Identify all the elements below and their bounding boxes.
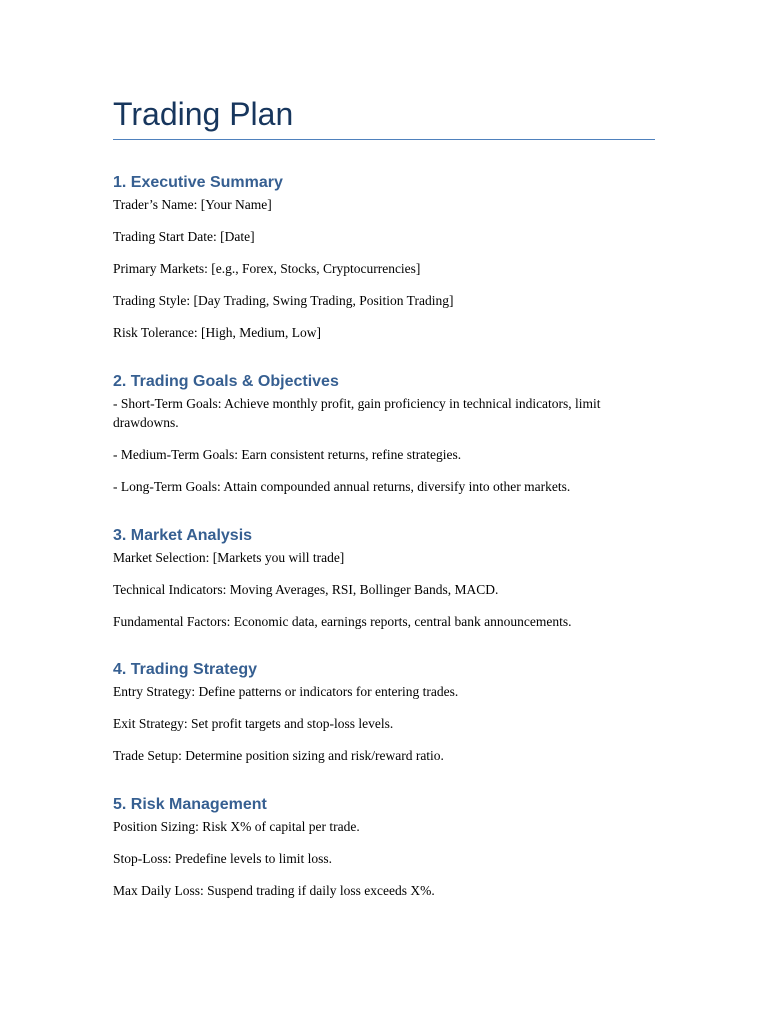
section-heading: 3. Market Analysis bbox=[113, 526, 253, 544]
section-heading: 4. Trading Strategy bbox=[113, 661, 258, 678]
paragraph: Market Selection: [Markets you will trade] bbox=[113, 549, 345, 565]
section-risk-management bbox=[113, 794, 655, 901]
paragraph: Entry Strategy: Define patterns or indicators for entering trades. bbox=[113, 684, 459, 699]
section-executive-summary bbox=[113, 172, 655, 343]
paragraph: Primary Markets: [e.g., Forex, Stocks, Cryptocurrencies] bbox=[113, 261, 421, 276]
paragraph: Max Daily Loss: Suspend trading if daily loss exceeds X%. bbox=[113, 882, 435, 898]
document-page bbox=[113, 94, 655, 913]
paragraph: Trader’s Name: [Your Name] bbox=[113, 197, 272, 212]
paragraph: Technical Indicators: Moving Averages, RSI, Bollinger Bands, MACD. bbox=[113, 581, 499, 597]
paragraph: Trade Setup: Determine position sizing and risk/reward ratio. bbox=[113, 748, 444, 763]
paragraph: - Long-Term Goals: Attain compounded annual returns, diversify into other markets. bbox=[113, 479, 571, 494]
paragraph: Exit Strategy: Set profit targets and stop-loss levels. bbox=[113, 716, 394, 731]
paragraph: Fundamental Factors: Economic data, earnings reports, central bank announcements. bbox=[113, 613, 572, 629]
paragraph: Position Sizing: Risk X% of capital per trade. bbox=[113, 818, 360, 834]
section-trading-strategy bbox=[113, 659, 655, 766]
paragraph: Stop-Loss: Predefine levels to limit loss. bbox=[113, 850, 332, 866]
section-market-analysis bbox=[113, 525, 655, 632]
section-heading: 2. Trading Goals & Objectives bbox=[113, 372, 339, 390]
paragraph: - Medium-Term Goals: Earn consistent returns, refine strategies. bbox=[113, 447, 462, 462]
section-heading: 5. Risk Management bbox=[113, 795, 267, 813]
section-heading: 1. Executive Summary bbox=[113, 174, 283, 191]
paragraph: Trading Start Date: [Date] bbox=[113, 229, 255, 244]
paragraph: Risk Tolerance: [High, Medium, Low] bbox=[113, 325, 322, 340]
paragraph: Trading Style: [Day Trading, Swing Trading, Position Trading] bbox=[113, 293, 454, 308]
paragraph: - Short-Term Goals: Achieve monthly profit, gain proficiency in technical indicators, limit drawdowns. bbox=[113, 395, 601, 430]
document-title: Trading Plan bbox=[113, 94, 655, 140]
section-trading-goals bbox=[113, 371, 655, 497]
